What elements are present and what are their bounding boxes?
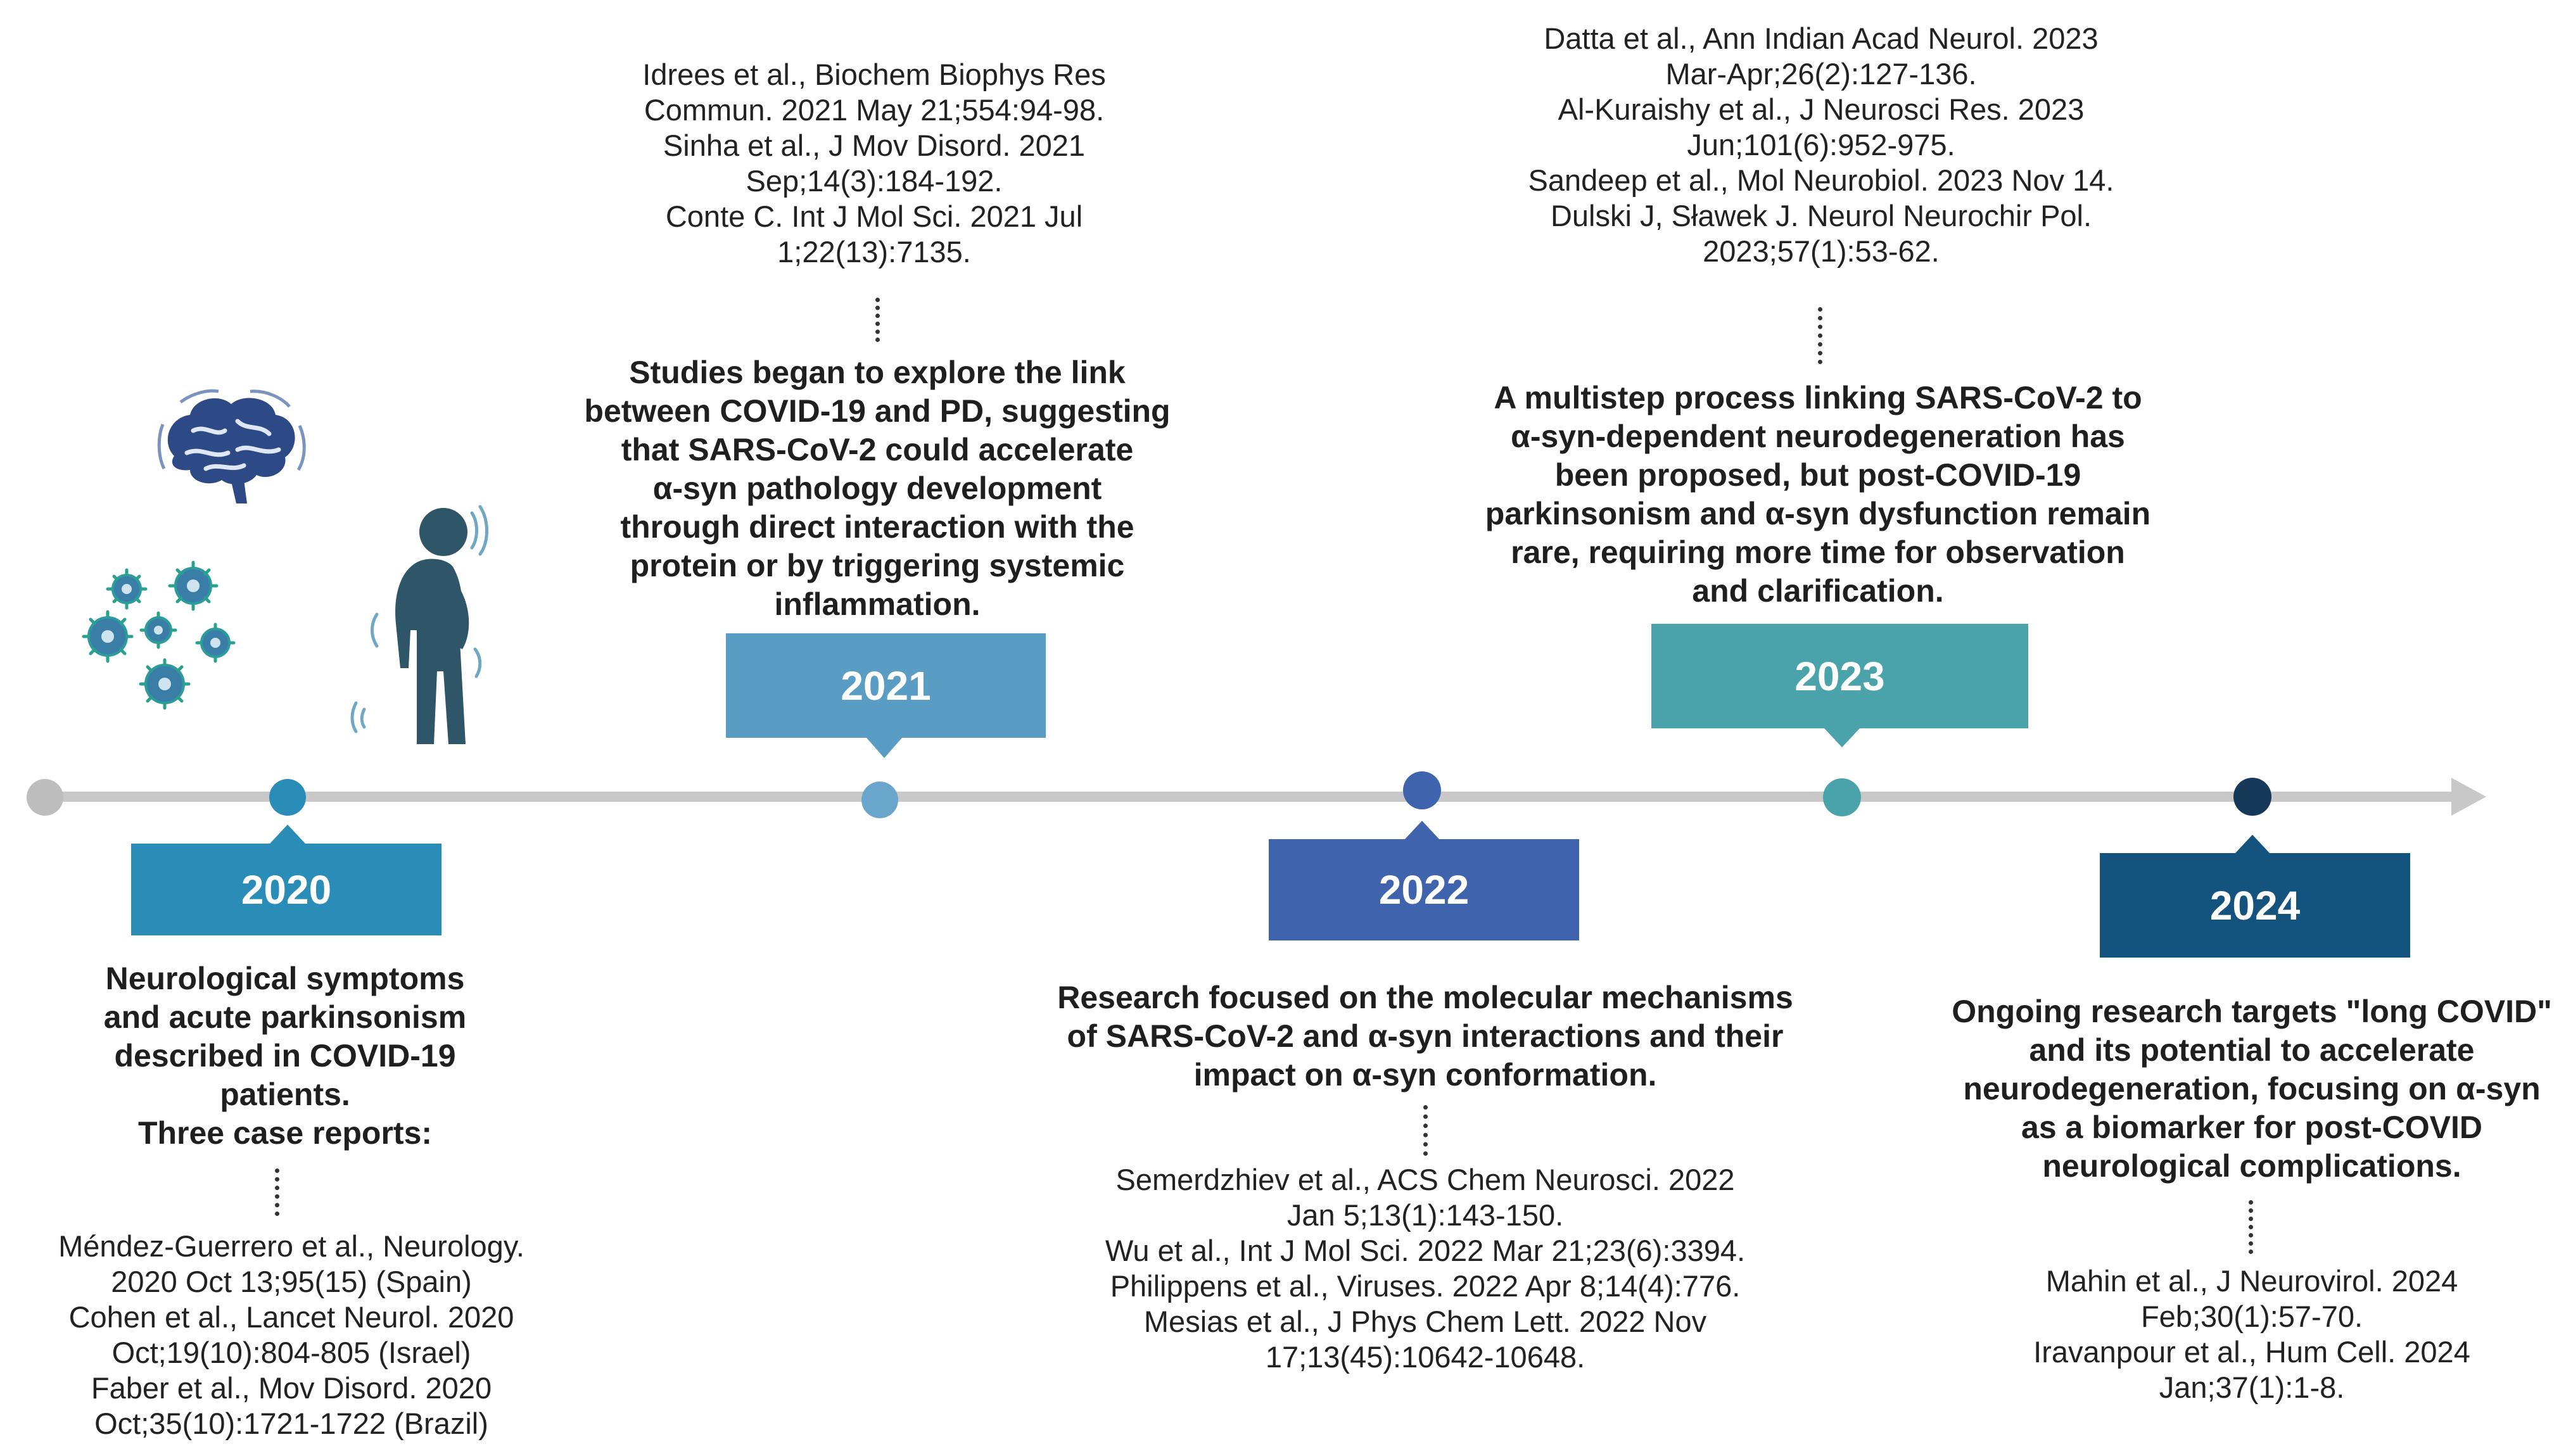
dotted-connector-2021: [875, 298, 880, 342]
year-label-2020: 2020: [241, 866, 332, 913]
dotted-connector-2024: [2249, 1200, 2253, 1254]
timeline-dot-2020: [269, 779, 306, 816]
year-box-2022: [1269, 839, 1579, 940]
year-box-pointer-2022: [1404, 821, 1440, 840]
timeline-dot-2022: [1403, 771, 1441, 809]
timeline-dot-2021: [861, 782, 898, 818]
timeline-arrowhead: [2451, 778, 2486, 816]
references-2023: Datta et al., Ann Indian Acad Neurol. 2023 Mar-Apr;26(2):127-136. Al-Kuraishy et al., J Neurosci Res. 2023 Jun;101(6):952-975. Sandeep et al., Mol Neurobiol. 2023 Nov 14. Dulski J, Sławek J. Neurol Neurochir Pol. 2023;57(1):53-62.: [1528, 22, 2114, 268]
timeline-start-dot: [27, 779, 63, 816]
year-label-2023: 2023: [1794, 653, 1885, 699]
year-box-2020: [131, 844, 441, 935]
parkinsonian-figure-icon: [342, 488, 494, 754]
virus-cluster-icon: [76, 551, 247, 716]
year-label-2022: 2022: [1378, 867, 1470, 913]
year-label-2021: 2021: [841, 662, 931, 709]
year-box-2023: [1651, 624, 2028, 728]
timeline-dot-2023: [1823, 778, 1861, 816]
year-box-2021: [726, 633, 1046, 738]
timeline-dot-2024: [2233, 778, 2271, 816]
year-box-pointer-2020: [270, 825, 305, 844]
event-description-2020: Neurological symptoms and acute parkinsonism described in COVID-19 patients. Three case reports:: [103, 961, 467, 1151]
event-description-2021: Studies began to explore the link between COVID-19 and PD, suggesting that SARS-CoV-2 could accelerate α-syn pathology development through direct interaction with the protein or by triggering systemic inflammation.: [584, 355, 1171, 622]
references-2022: Semerdzhiev et al., ACS Chem Neurosci. 2022 Jan 5;13(1):143-150. Wu et al., Int J Mol Sci. 2022 Mar 21;23(6):3394. Philippens et al., Viruses. 2022 Apr 8;14(4):776. Mesias et al., J Phys Chem Lett. 2022 Nov 17;13(45):10642-10648.: [1105, 1163, 1746, 1374]
references-2024: Mahin et al., J Neurovirol. 2024 Feb;30(1):57-70. Iravanpour et al., Hum Cell. 2024 Jan;37(1):1-8.: [2033, 1264, 2470, 1404]
year-box-pointer-2021: [867, 738, 902, 758]
brain-icon: [155, 386, 307, 513]
event-description-2024: Ongoing research targets "long COVID" and its potential to accelerate neurodegeneration, focusing on α-syn as a biomarker for post-COVID neurological complications.: [1952, 994, 2552, 1184]
year-label-2024: 2024: [2209, 882, 2301, 928]
year-box-2024: [2100, 853, 2410, 958]
references-2020: Méndez-Guerrero et al., Neurology. 2020 Oct 13;95(15) (Spain) Cohen et al., Lancet Neurol. 2020 Oct;19(10):804-805 (Israel) Faber et al., Mov Disord. 2020 Oct;35(10):1721-1722 (Brazil): [58, 1229, 524, 1440]
event-description-2023: A multistep process linking SARS-CoV-2 to α-syn-dependent neurodegeneration has been proposed, but post-COVID-19 parkinsonism and α-syn dysfunction remain rare, requiring more time for observation and clarification.: [1485, 380, 2151, 609]
dotted-connector-2023: [1818, 307, 1822, 364]
year-box-pointer-2024: [2235, 835, 2270, 854]
dotted-connector-2022: [1423, 1105, 1428, 1156]
dotted-connector-2020: [275, 1168, 279, 1216]
event-description-2022: Research focused on the molecular mechanisms of SARS-CoV-2 and α-syn interactions and their impact on α-syn conformation.: [1057, 980, 1793, 1092]
references-2021: Idrees et al., Biochem Biophys Res Commun. 2021 May 21;554:94-98. Sinha et al., J Mov Disord. 2021 Sep;14(3):184-192. Conte C. Int J Mol Sci. 2021 Jul 1;22(13):7135.: [642, 58, 1106, 269]
year-box-pointer-2023: [1824, 728, 1860, 747]
